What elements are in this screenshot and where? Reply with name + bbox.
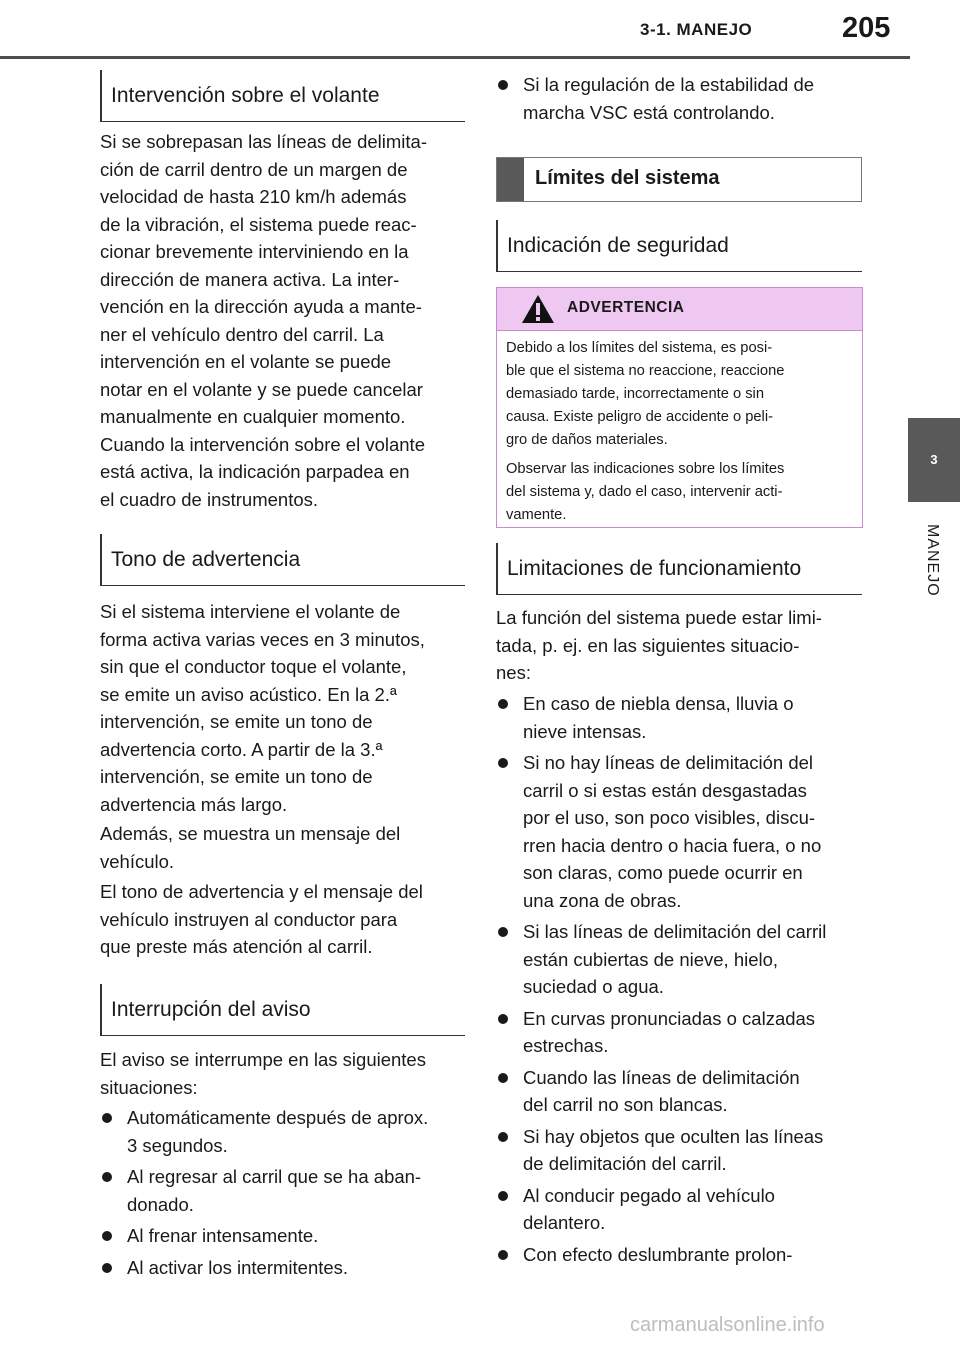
text-line: Si las líneas de delimitación del carril: [523, 921, 827, 942]
text-line: Al frenar intensamente.: [127, 1225, 319, 1246]
text-line: advertencia más largo.: [100, 793, 288, 815]
text-line: Al activar los intermitentes.: [127, 1256, 349, 1278]
text-line: forma activa varias veces en 3 minutos,: [100, 628, 425, 650]
text-line: rren hacia dentro o hacia fuera, o no: [523, 834, 822, 856]
text-line: intervención, se emite un tono de: [100, 766, 373, 787]
list-item: [496, 1241, 866, 1269]
text-line: nes:: [496, 662, 531, 683]
list-item: [496, 1064, 866, 1119]
heading-text: Indicación de seguridad: [507, 233, 729, 257]
text-line: están cubiertas de nieve, hielo,: [523, 948, 779, 970]
text-line: Si la regulación de la estabilidad de: [523, 74, 815, 95]
bullet-icon: [498, 927, 508, 937]
paragraph-instruct: [100, 878, 470, 961]
text-line: Al conducir pegado al vehículo: [523, 1184, 775, 1206]
text-line: cionar brevemente interviniendo en la: [100, 241, 409, 262]
bullet-icon: [102, 1231, 112, 1241]
list-item: [496, 749, 866, 914]
paragraph-steering: [100, 128, 470, 513]
bullet-icon: [498, 80, 508, 90]
paragraph-tone: [100, 598, 470, 818]
warning-body: [497, 331, 862, 527]
bullet-icon: [102, 1172, 112, 1182]
text-line: ner el vehículo dentro del carril. La: [100, 323, 384, 345]
text-line: vehículo instruyen al conductor para: [100, 908, 398, 930]
heading-text: Interrupción del aviso: [111, 997, 311, 1021]
text-line: ble que el sistema no reaccione, reaccione: [506, 363, 785, 379]
text-line: Si se sobrepasan las líneas de delimita-: [100, 131, 428, 152]
list-item: [100, 1222, 470, 1250]
text-line: donado.: [127, 1193, 194, 1215]
bullet-icon: [102, 1113, 112, 1123]
list-item: [496, 1182, 866, 1237]
text-line: demasiado tarde, incorrectamente o sin: [506, 386, 764, 402]
bullet-icon: [498, 758, 508, 768]
text-line: Si hay objetos que oculten las líneas: [523, 1125, 824, 1147]
warning-paragraph: [506, 337, 853, 452]
text-line: son claras, como puede ocurrir en: [523, 862, 803, 883]
text-line: 3 segundos.: [127, 1134, 228, 1156]
text-line: nieve intensas.: [523, 720, 647, 742]
watermark: carmanualsonline.info: [630, 1314, 825, 1336]
text-line: de delimitación del carril.: [523, 1153, 727, 1174]
vsc-list: [496, 71, 866, 130]
text-line: El tono de advertencia y el mensaje del: [100, 881, 423, 902]
text-line: carril o si estas están desgastadas: [523, 779, 807, 801]
text-line: gro de daños materiales.: [506, 432, 668, 448]
text-line: estrechas.: [523, 1035, 609, 1056]
heading-text: Intervención sobre el volante: [111, 83, 380, 107]
heading-safety: [496, 220, 862, 272]
text-line: delantero.: [523, 1212, 606, 1233]
text-line: intervención en el volante se puede: [100, 351, 392, 372]
text-line: el cuadro de instrumentos.: [100, 488, 319, 510]
text-line: por el uso, son poco visibles, discu-: [523, 807, 816, 828]
text-line: una zona de obras.: [523, 889, 682, 911]
text-line: vención en la dirección ayuda a mante-: [100, 296, 422, 317]
chapter-tab[interactable]: 3: [908, 418, 960, 502]
text-line: El aviso se interrumpe en las siguientes: [100, 1049, 426, 1070]
text-line: se emite un aviso acústico. En la 2.ª: [100, 683, 397, 705]
heading-interruption: [100, 984, 465, 1036]
bullet-icon: [498, 1073, 508, 1083]
text-line: velocidad de hasta 210 km/h además: [100, 186, 407, 207]
block-heading-bar: [497, 158, 524, 201]
text-line: del sistema y, dado el caso, intervenir acti-: [506, 484, 783, 500]
bullet-icon: [498, 1132, 508, 1142]
limitations-list: [496, 690, 866, 1272]
text-line: advertencia corto. A partir de la 3.ª: [100, 738, 383, 760]
interruption-list: [100, 1104, 470, 1285]
text-line: suciedad o agua.: [523, 976, 664, 997]
heading-limitations: [496, 543, 862, 595]
list-item: [100, 1254, 470, 1282]
text-line: manualmente en cualquier momento.: [100, 406, 406, 427]
heading-text: Tono de advertencia: [111, 547, 301, 571]
text-line: vehículo.: [100, 850, 175, 872]
text-line: En curvas pronunciadas o calzadas: [523, 1007, 816, 1029]
text-line: dirección de manera activa. La inter-: [100, 268, 400, 290]
text-line: La función del sistema puede estar limi-: [496, 607, 822, 628]
warning-title: ADVERTENCIA: [567, 299, 685, 316]
text-line: marcha VSC está controlando.: [523, 101, 775, 123]
warning-triangle-icon: [521, 294, 555, 324]
text-line: del carril no son blancas.: [523, 1094, 728, 1115]
block-heading-title: Límites del sistema: [535, 167, 720, 189]
text-line: Si el sistema interviene el volante de: [100, 601, 401, 622]
bullet-icon: [102, 1263, 112, 1273]
bullet-icon: [498, 1014, 508, 1024]
text-line: En caso de niebla densa, lluvia o: [523, 693, 794, 714]
text-line: tada, p. ej. en las siguientes situacio-: [496, 634, 800, 656]
text-line: Al regresar al carril que se ha aban-: [127, 1166, 422, 1187]
text-line: notar en el volante y se puede cancelar: [100, 378, 423, 400]
list-item: [100, 1104, 470, 1159]
text-line: Si no hay líneas de delimitación del: [523, 752, 814, 773]
text-line: está activa, la indicación parpadea en: [100, 461, 410, 482]
page-header: [0, 0, 960, 60]
text-line: sin que el conductor toque el volante,: [100, 656, 407, 677]
list-item: [496, 918, 866, 1001]
paragraph-limitations: [496, 604, 866, 687]
bullet-icon: [498, 1250, 508, 1260]
text-line: Además, se muestra un mensaje del: [100, 823, 401, 844]
text-line: Observar las indicaciones sobre los límites: [506, 461, 785, 477]
warning-box: [496, 287, 863, 528]
page-number: 205: [842, 12, 891, 44]
text-line: Automáticamente después de aprox.: [127, 1107, 429, 1128]
list-item: [100, 1163, 470, 1218]
chapter-label: [906, 510, 958, 610]
chapter-label-text: MANEJO: [924, 523, 941, 597]
list-item: [496, 1005, 866, 1060]
text-line: situaciones:: [100, 1076, 198, 1098]
heading-warning-tone: [100, 534, 465, 586]
text-line: de la vibración, el sistema puede reac-: [100, 213, 417, 235]
text-line: Cuando la intervención sobre el volante: [100, 433, 425, 455]
text-line: ción de carril dentro de un margen de: [100, 158, 408, 180]
text-line: Debido a los límites del sistema, es posi-: [506, 340, 773, 356]
text-line: Cuando las líneas de delimitación: [523, 1066, 800, 1088]
list-item: [496, 690, 866, 745]
heading-text: Limitaciones de funcionamiento: [507, 556, 802, 580]
paragraph-message: [100, 820, 470, 875]
text-line: causa. Existe peligro de accidente o peli-: [506, 409, 773, 425]
header-rule: [0, 56, 910, 59]
list-item: [496, 71, 866, 126]
bullet-icon: [498, 1191, 508, 1201]
text-line: que preste más atención al carril.: [100, 936, 373, 957]
text-line: intervención, se emite un tono de: [100, 711, 373, 732]
text-line: vamente.: [506, 507, 567, 523]
warning-header: [497, 288, 862, 331]
bullet-icon: [498, 699, 508, 709]
warning-paragraph: [506, 458, 853, 527]
list-item: [496, 1123, 866, 1178]
block-heading: [496, 157, 862, 202]
section-title: 3-1. MANEJO: [640, 20, 753, 39]
heading-steering-intervention: [100, 70, 465, 122]
text-line: Con efecto deslumbrante prolon-: [523, 1243, 793, 1265]
paragraph-interruption: [100, 1046, 470, 1101]
